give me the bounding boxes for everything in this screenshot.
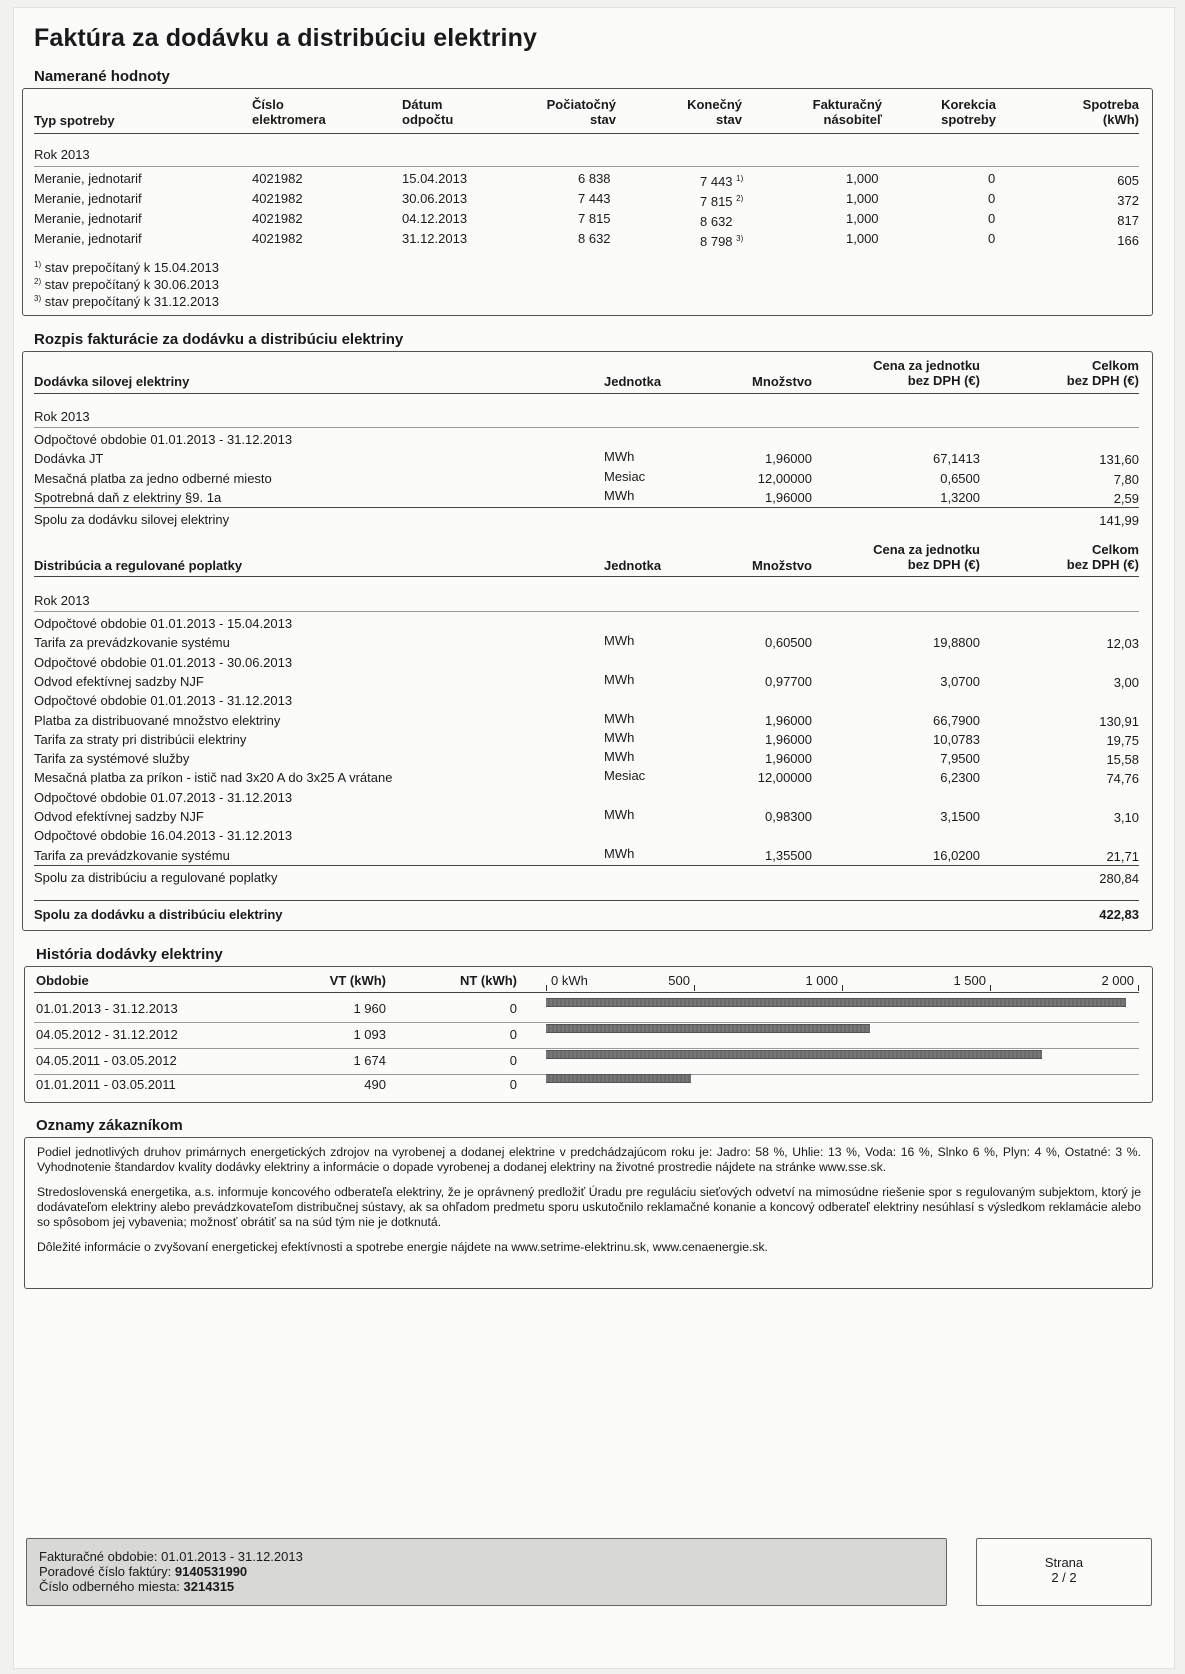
line-item-total: 7,80 <box>1113 471 1139 487</box>
consumption: 372 <box>1117 193 1139 208</box>
consumption: 605 <box>1117 173 1139 188</box>
history-period: 01.01.2011 - 03.05.2011 <box>36 1077 176 1092</box>
billing-period-line <box>39 1549 934 1564</box>
multiplier: 1,000 <box>846 191 879 206</box>
line-item-total: 74,76 <box>1106 771 1139 787</box>
consumption: 817 <box>1117 213 1139 228</box>
footnote-mark: 2) <box>736 194 744 203</box>
correction: 0 <box>988 231 996 246</box>
site-number-line <box>39 1579 934 1594</box>
meter-number: 4021982 <box>252 211 303 226</box>
line-item-total: 21,71 <box>1106 848 1139 864</box>
measured-header-7: Spotreba (kWh) <box>1082 97 1139 127</box>
line-item-price: 66,7900 <box>933 712 980 728</box>
meter-number: 4021982 <box>252 191 303 206</box>
invoice-number-value: 9140531990 <box>174 1564 248 1579</box>
history-nt: 0 <box>509 1053 517 1068</box>
notices-heading: Oznamy zákazníkom <box>36 1117 183 1134</box>
history-bar <box>546 998 1126 1007</box>
history-vt: 1 093 <box>353 1027 386 1042</box>
divider-line <box>34 900 1139 901</box>
line-item-qty: 12,00000 <box>757 470 812 486</box>
footnote <box>34 291 219 309</box>
footnote <box>34 274 219 292</box>
line-item-unit: MWh <box>604 729 635 745</box>
billing-period: Odpočtové obdobie 01.01.2013 - 31.12.2013 <box>34 693 293 709</box>
supply-header-qty: Množstvo <box>752 374 812 389</box>
billing-period: Odpočtové obdobie 01.01.2013 - 15.04.2013 <box>34 616 293 631</box>
measured-header-4: Konečný stav <box>687 97 742 127</box>
line-item-unit: MWh <box>604 710 635 726</box>
line-item-unit: MWh <box>604 749 635 765</box>
reading-date: 31.12.2013 <box>402 231 468 246</box>
supply-subtotal-label: Spolu za dodávku silovej elektriny <box>34 512 230 527</box>
line-item-qty: 12,00000 <box>757 770 812 786</box>
line-item-qty: 0,60500 <box>765 635 812 651</box>
meter-type: Meranie, jednotarif <box>34 211 142 226</box>
line-item-qty: 1,96000 <box>765 731 812 747</box>
history-vt: 1 960 <box>353 1001 386 1016</box>
divider-line <box>34 576 1139 577</box>
divider-line <box>34 393 1139 394</box>
footnote-text: stav prepočítaný k 30.06.2013 <box>44 277 219 292</box>
line-item-price: 3,1500 <box>940 809 980 824</box>
line-item-unit: Mesiac <box>604 468 646 484</box>
line-item-price: 19,8800 <box>933 635 980 651</box>
multiplier: 1,000 <box>846 171 879 186</box>
supply-subtotal: 141,99 <box>1099 513 1139 528</box>
distribution-subtotal-label: Spolu za distribúciu a regulované poplatky <box>34 870 278 885</box>
line-item-price: 7,9500 <box>940 751 980 767</box>
footnote-mark: 3) <box>736 234 744 243</box>
line-item-qty: 1,96000 <box>765 712 812 728</box>
reading-date: 30.06.2013 <box>402 191 468 206</box>
divider-line <box>34 1022 1139 1023</box>
axis-tick-label: 500 <box>668 973 690 988</box>
divider-line <box>34 507 1139 508</box>
measured-heading: Namerané hodnoty <box>34 68 170 85</box>
line-item-qty: 0,97700 <box>765 673 812 689</box>
line-item-name: Tarifa za straty pri distribúcii elektriny <box>34 731 247 747</box>
line-item-total: 2,59 <box>1113 490 1139 506</box>
invoice-info-box <box>26 1538 947 1606</box>
history-header-period: Obdobie <box>36 973 89 988</box>
line-item-unit: MWh <box>604 807 635 822</box>
footnote-mark: 3) <box>34 294 42 303</box>
billing-period-value: 01.01.2013 - 31.12.2013 <box>161 1549 303 1564</box>
divider-line <box>34 133 1139 134</box>
line-item-total: 12,03 <box>1106 636 1139 652</box>
line-item-price: 16,0200 <box>933 847 980 863</box>
end-reading <box>700 231 743 249</box>
line-item-name: Tarifa za prevádzkovanie systému <box>34 847 230 863</box>
footnote-text: stav prepočítaný k 31.12.2013 <box>44 294 219 309</box>
notices-box <box>24 1137 1153 1289</box>
year-label: Rok 2013 <box>34 409 90 424</box>
reading-date: 04.12.2013 <box>402 211 468 226</box>
divider-line <box>34 1048 1139 1049</box>
line-item-name: Odvod efektívnej sadzby NJF <box>34 673 204 689</box>
line-item-unit: MWh <box>604 633 635 649</box>
history-heading: História dodávky elektriny <box>36 946 223 963</box>
history-header-nt: NT (kWh) <box>459 973 517 988</box>
measured-header-2: Dátum odpočtu <box>402 97 454 127</box>
distribution-header-qty: Množstvo <box>752 558 812 573</box>
history-nt: 0 <box>509 1027 517 1042</box>
divider-line <box>34 865 1139 866</box>
distribution-header-unit: Jednotka <box>604 558 662 573</box>
start-reading: 8 632 <box>578 231 611 246</box>
line-item-name: Odvod efektívnej sadzby NJF <box>34 809 204 824</box>
line-item-price: 0,6500 <box>940 470 980 486</box>
line-item-name: Platba za distribuované množstvo elektriny <box>34 712 281 728</box>
line-item-price: 6,2300 <box>940 770 980 786</box>
history-period: 04.05.2011 - 03.05.2012 <box>36 1053 177 1068</box>
page-number-box <box>976 1538 1152 1606</box>
line-item-qty: 1,35500 <box>765 847 812 863</box>
grand-total: 422,83 <box>1099 907 1139 922</box>
footnote-mark: 1) <box>736 174 744 183</box>
history-period: 04.05.2012 - 31.12.2012 <box>36 1027 178 1042</box>
axis-tick-label: 1 500 <box>953 973 986 988</box>
end-reading <box>700 191 743 209</box>
multiplier: 1,000 <box>846 231 879 246</box>
notice-paragraph: Stredoslovenská energetika, a.s. informuje koncového odberateľa elektriny, že je oprávnený predložiť Úradu pre reguláciu sieťových odvetví na mimosúdne riešenie spor s regulovaným subjektom, ktorý je dodávateľom elektriny alebo prevádzkovateľom distribučnej sústavy, ak sa ohľadom predmetu sporu uskutočnilo reklamačné konanie a koncový odberateľ elektriny nesúhlasí s výsledkom reklamácie alebo so spôsobom jej vybavenia; možnosť obrátiť sa na súd tým nie je dotknutá. <box>37 1185 1141 1229</box>
start-reading: 6 838 <box>578 171 611 186</box>
correction: 0 <box>988 191 996 206</box>
end-reading-value: 8 798 <box>700 234 733 249</box>
distribution-header-price: Cena za jednotku bez DPH (€) <box>873 542 980 572</box>
billing-period: Odpočtové obdobie 01.01.2013 - 30.06.2013 <box>34 654 293 670</box>
line-item-total: 130,91 <box>1099 713 1139 729</box>
history-vt: 490 <box>364 1077 386 1092</box>
axis-tick <box>842 985 843 991</box>
billing-period: Odpočtové obdobie 16.04.2013 - 31.12.2013 <box>34 828 293 844</box>
axis-tick-label: 2 000 <box>1101 973 1134 988</box>
line-item-price: 10,0783 <box>933 731 980 747</box>
reading-date: 15.04.2013 <box>402 171 468 186</box>
meter-type: Meranie, jednotarif <box>34 191 142 206</box>
divider-line <box>34 611 1139 612</box>
line-item-unit: MWh <box>604 845 635 861</box>
axis-tick <box>694 985 695 991</box>
line-item-name: Mesačná platba za príkon - istič nad 3x20 A do 3x25 A vrátane <box>34 770 393 786</box>
history-nt: 0 <box>509 1077 517 1092</box>
line-item-price: 67,1413 <box>933 451 980 467</box>
site-number-label: Číslo odberného miesta: <box>39 1579 180 1594</box>
supply-header-unit: Jednotka <box>604 374 662 389</box>
line-item-unit: MWh <box>604 671 635 687</box>
line-item-qty: 1,96000 <box>765 451 812 467</box>
billing-period: Odpočtové obdobie 01.01.2013 - 31.12.2013 <box>34 432 293 447</box>
meter-type: Meranie, jednotarif <box>34 171 142 186</box>
footnote-text: stav prepočítaný k 15.04.2013 <box>44 260 219 275</box>
history-bar <box>546 1024 870 1033</box>
grand-total-label: Spolu za dodávku a distribúciu elektriny <box>34 907 283 922</box>
billing-heading: Rozpis fakturácie za dodávku a distribúciu elektriny <box>34 331 404 348</box>
line-item-total: 15,58 <box>1106 752 1139 768</box>
line-item-name: Mesačná platba za jedno odberné miesto <box>34 470 272 486</box>
history-period: 01.01.2013 - 31.12.2013 <box>36 1001 178 1016</box>
line-item-name: Tarifa za prevádzkovanie systému <box>34 635 230 651</box>
end-reading <box>700 211 733 229</box>
history-header-vt: VT (kWh) <box>329 973 386 988</box>
supply-header-price: Cena za jednotku bez DPH (€) <box>873 358 980 388</box>
meter-number: 4021982 <box>252 231 303 246</box>
distribution-header-total: Celkom bez DPH (€) <box>1066 542 1139 572</box>
line-item-name: Spotrebná daň z elektriny §9. 1a <box>34 489 222 505</box>
page-label: Strana <box>1044 1555 1084 1570</box>
end-reading-value: 7 815 <box>700 194 733 209</box>
meter-type: Meranie, jednotarif <box>34 231 142 246</box>
start-reading: 7 443 <box>578 191 611 206</box>
measured-header-0: Typ spotreby <box>34 113 115 128</box>
site-number-value: 3214315 <box>183 1579 235 1594</box>
multiplier: 1,000 <box>846 211 879 226</box>
billing-period: Odpočtové obdobie 01.07.2013 - 31.12.2013 <box>34 789 293 805</box>
notice-paragraph: Dôležité informácie o zvyšovaní energetickej efektívnosti a spotrebe energie nájdete na www.setrime-elektrinu.sk, www.cenaenergie.sk. <box>37 1240 768 1254</box>
start-reading: 7 815 <box>578 211 611 226</box>
notice-paragraph: Podiel jednotlivých druhov primárnych energetických zdrojov na vyrobenej a dodanej elektrine v predchádzajúcom roku je: Jadro: 58 %, Uhlie: 13 %, Voda: 16 %, Slnko 6 %, Plyn: 4 %, Ostatné: 3 %. Vyhodnotenie štandardov kvality dodávky elektriny a informácie o dopade vyrobenej a dodanej elektriny na životné prostredie nájdete na stránke www.sse.sk. <box>37 1145 1141 1174</box>
invoice-number-line <box>39 1564 934 1579</box>
divider-line <box>34 992 1139 993</box>
correction: 0 <box>988 211 996 226</box>
line-item-price: 1,3200 <box>940 489 980 505</box>
line-item-name: Tarifa za systémové služby <box>34 751 190 767</box>
line-item-unit: MWh <box>604 487 635 503</box>
line-item-qty: 1,96000 <box>765 751 812 767</box>
line-item-total: 3,00 <box>1113 674 1139 690</box>
consumption: 166 <box>1117 233 1139 248</box>
line-item-unit: MWh <box>604 449 635 465</box>
divider-line <box>34 427 1139 428</box>
line-item-total: 131,60 <box>1099 452 1139 468</box>
end-reading-value: 8 632 <box>700 214 733 229</box>
axis-tick-label: 0 kWh <box>551 973 588 988</box>
billing-period-label: Fakturačné obdobie: <box>39 1549 158 1564</box>
measured-header-5: Fakturačný násobiteľ <box>812 97 882 127</box>
end-reading <box>700 171 743 189</box>
axis-tick <box>1138 985 1139 991</box>
line-item-total: 19,75 <box>1106 732 1139 748</box>
meter-number: 4021982 <box>252 171 303 186</box>
distribution-subtotal: 280,84 <box>1099 871 1139 886</box>
correction: 0 <box>988 171 996 186</box>
invoice-number-label: Poradové číslo faktúry: <box>39 1564 172 1579</box>
footnote-mark: 2) <box>34 277 42 286</box>
footnote <box>34 257 219 275</box>
history-nt: 0 <box>509 1001 517 1016</box>
year-label: Rok 2013 <box>34 147 90 162</box>
history-bar <box>546 1050 1042 1059</box>
page-value: 2 / 2 <box>1051 1570 1077 1585</box>
line-item-price: 3,0700 <box>940 673 980 689</box>
measured-header-3: Počiatočný stav <box>546 97 616 127</box>
distribution-header-title: Distribúcia a regulované poplatky <box>34 558 243 573</box>
footnote-mark: 1) <box>34 260 42 269</box>
history-bar <box>546 1074 691 1083</box>
measured-header-6: Korekcia spotreby <box>941 97 996 127</box>
axis-tick <box>990 985 991 991</box>
divider-line <box>34 166 1139 167</box>
line-item-qty: 0,98300 <box>765 809 812 824</box>
axis-tick <box>546 985 547 991</box>
line-item-total: 3,10 <box>1113 810 1139 825</box>
supply-header-title: Dodávka silovej elektriny <box>34 374 190 389</box>
line-item-name: Dodávka JT <box>34 451 104 467</box>
axis-tick-label: 1 000 <box>805 973 838 988</box>
line-item-qty: 1,96000 <box>765 489 812 505</box>
year-label: Rok 2013 <box>34 593 90 608</box>
supply-header-total: Celkom bez DPH (€) <box>1066 358 1139 388</box>
page-title: Faktúra za dodávku a distribúciu elektriny <box>34 24 537 52</box>
end-reading-value: 7 443 <box>700 174 733 189</box>
line-item-unit: Mesiac <box>604 768 646 784</box>
history-vt: 1 674 <box>353 1053 386 1068</box>
measured-header-1: Číslo elektromera <box>252 97 326 127</box>
